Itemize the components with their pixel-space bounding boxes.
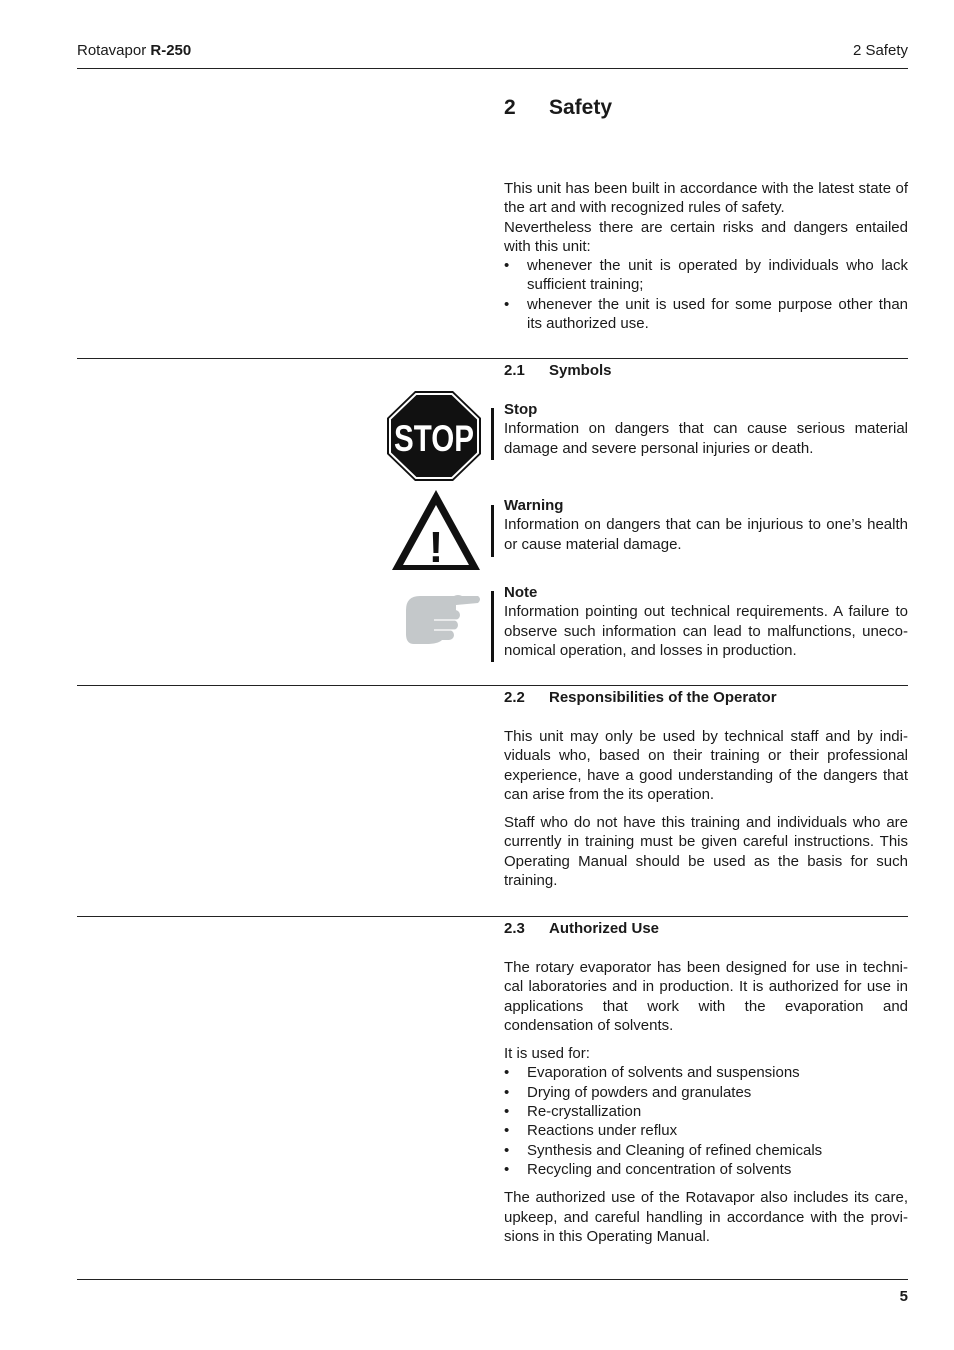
- intro-paragraph-2: Nevertheless there are certain risks and dangers entailed with this unit:: [504, 218, 908, 255]
- responsibilities-paragraph-2: Staff who do not have this training and individuals who are currently in training must be given careful instructions. This Operating Manual should be used as the basis for such training.: [504, 814, 908, 890]
- chapter-title: Safety: [549, 96, 613, 119]
- note-marker-bar: [491, 591, 494, 662]
- authorized-use-block: [504, 958, 908, 1246]
- warning-title: Warning: [504, 497, 564, 514]
- list-item: • Evaporation of solvents and suspensions: [504, 1063, 908, 1082]
- page-number: 5: [899, 1288, 908, 1305]
- note-text: Information pointing out technical requirements. A failure to observe such information can lead to malfunctions, uneconomical operation, and losses in production.: [504, 603, 908, 659]
- footer-rule: [77, 1279, 908, 1280]
- stop-sign-label: STOP: [394, 418, 474, 459]
- section-rule-2-2: [77, 685, 908, 686]
- section-title: Responsibilities of the Operator: [549, 689, 777, 706]
- product-prefix: Rotavapor: [77, 42, 147, 59]
- warning-text: Information on dangers that can be injurious to one’s health or cause material damage.: [504, 516, 908, 553]
- section-rule-2-3: [77, 916, 908, 917]
- stop-title: Stop: [504, 401, 538, 418]
- chapter-number: 2: [504, 96, 516, 119]
- responsibilities-paragraph-1: This unit may only be used by technical staff and by individuals who, based on their training or their professional experience, have a good understanding of the dangers that can arise from the its operation.: [504, 728, 908, 803]
- list-item: • Reactions under reflux: [504, 1121, 908, 1140]
- section-title: Authorized Use: [549, 920, 660, 937]
- stop-sign-icon: [386, 390, 482, 482]
- section-number: 2.3: [504, 920, 525, 937]
- uses-list: [504, 1063, 908, 1179]
- note-title: Note: [504, 584, 538, 601]
- stop-text: Information on dangers that can cause serious material damage and severe personal injuries or death.: [504, 420, 908, 457]
- running-header-title: [77, 42, 191, 59]
- header-rule: [77, 68, 908, 69]
- running-header-section: 2 Safety: [852, 42, 908, 59]
- intro-risk-list: [504, 256, 908, 333]
- authorized-use-paragraph-3: The authorized use of the Rotavapor also includes its care, upkeep, and careful handling in accordance with the provisions in this Operating Manual.: [504, 1189, 908, 1245]
- section-rule-2-1: [77, 358, 908, 359]
- list-item: • Recycling and concentration of solvents: [504, 1160, 908, 1179]
- warning-symbol-description: [504, 496, 908, 554]
- warning-exclamation: !: [428, 523, 444, 572]
- section-heading-authorized-use: [504, 920, 659, 937]
- authorized-use-paragraph-2: It is used for:: [504, 1045, 590, 1063]
- note-symbol-description: [504, 583, 908, 660]
- warning-marker-bar: [491, 505, 494, 557]
- responsibilities-block: [504, 727, 908, 890]
- section-title: Symbols: [549, 362, 612, 379]
- stop-marker-bar: [491, 408, 494, 460]
- list-item: • Re-crystallization: [504, 1102, 908, 1121]
- authorized-use-paragraph-1: The rotary evaporator has been designed for use in technical laboratories and in production. It is authorized for use in applications that work with the evaporation and condensation of solvents.: [504, 959, 908, 1034]
- warning-triangle-icon: [390, 488, 482, 572]
- intro-paragraph-1: This unit has been built in accordance with the latest state of the art and with recognized rules of safety.: [504, 180, 908, 217]
- list-item: • whenever the unit is operated by individuals who lack sufficient training;: [504, 256, 908, 295]
- list-item: • whenever the unit is used for some purpose other than its authorized use.: [504, 295, 908, 334]
- intro-block: [504, 179, 908, 333]
- section-number: 2.1: [504, 362, 525, 379]
- pointing-hand-icon: [402, 590, 482, 646]
- list-item: • Drying of powders and granulates: [504, 1083, 908, 1102]
- list-item: • Synthesis and Cleaning of refined chemicals: [504, 1141, 908, 1160]
- stop-symbol-description: [504, 400, 908, 458]
- chapter-heading: [504, 96, 612, 120]
- section-number: 2.2: [504, 689, 525, 706]
- product-model: R-250: [150, 42, 192, 59]
- section-heading-responsibilities: [504, 689, 777, 706]
- section-heading-symbols: [504, 362, 612, 379]
